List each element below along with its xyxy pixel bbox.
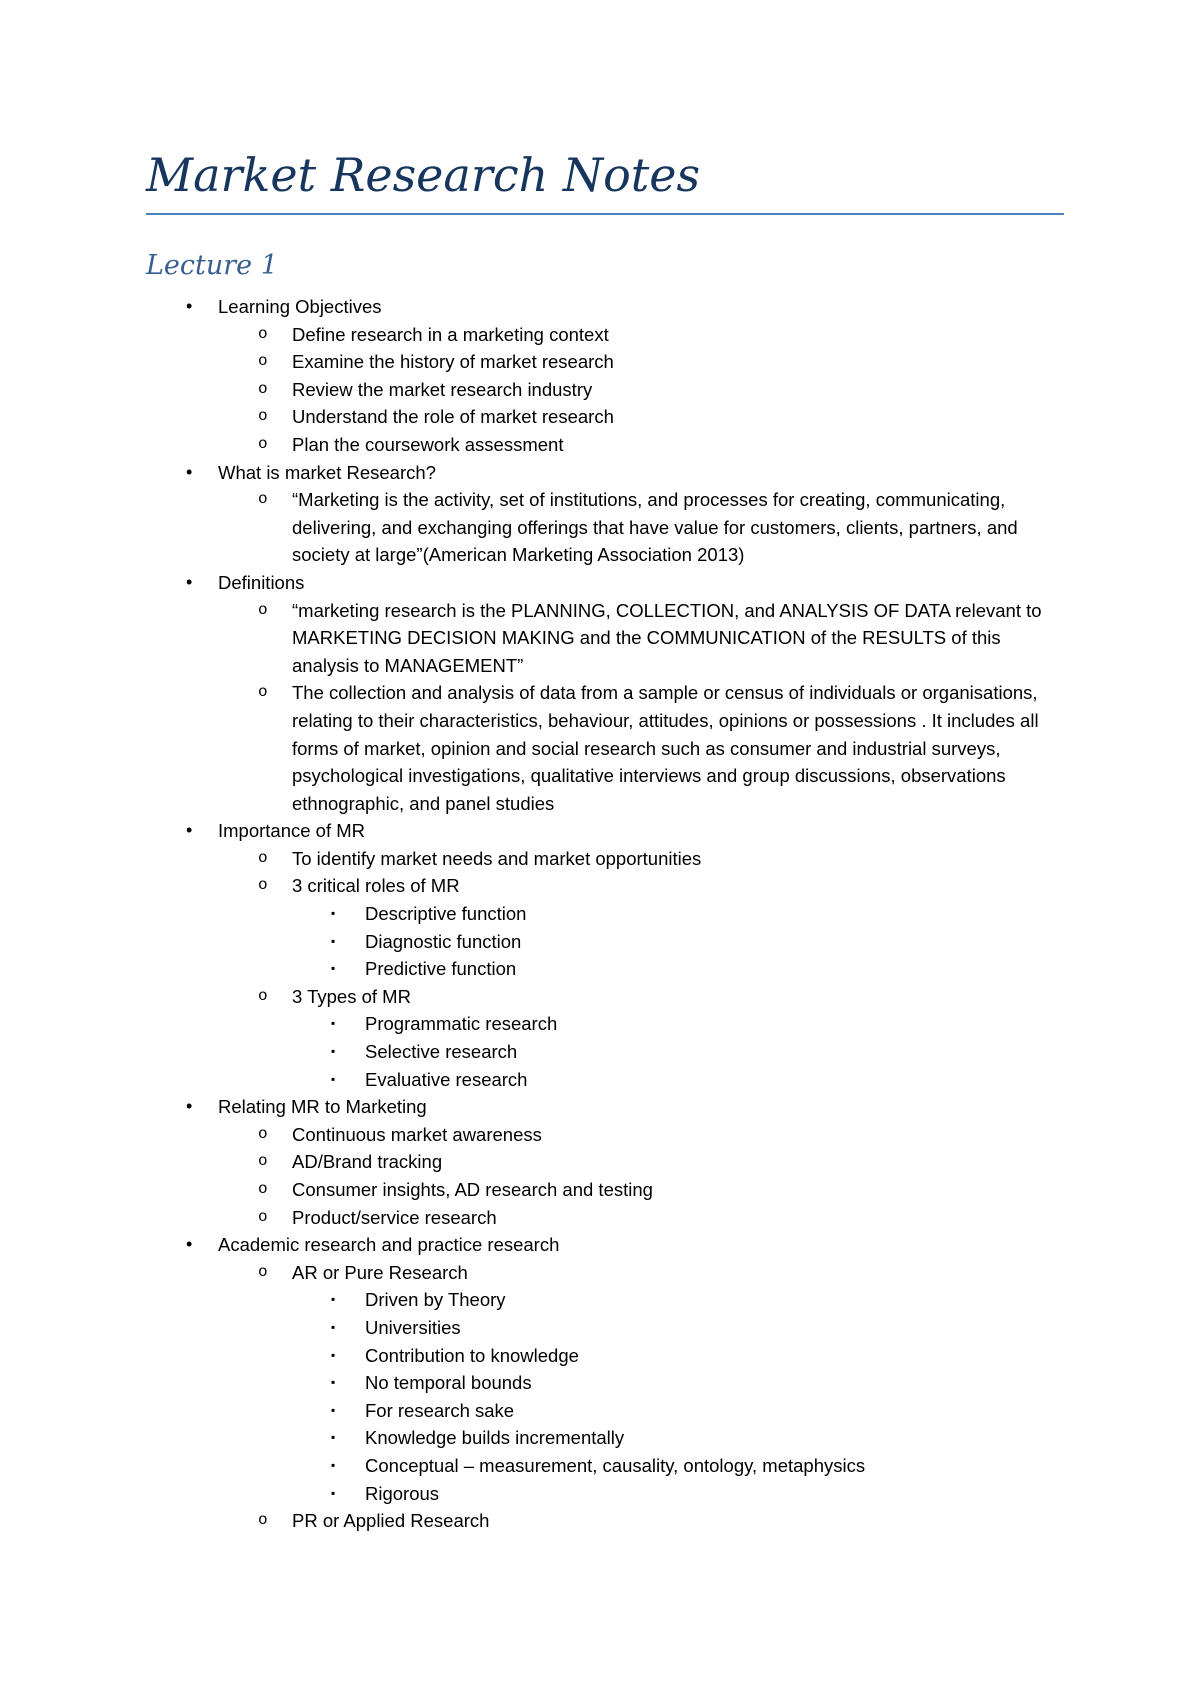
outline-item-level-2 xyxy=(0,1204,1068,1232)
outline-item-text: Knowledge builds incrementally xyxy=(365,1427,625,1449)
bullet-square-icon: ▪ xyxy=(331,1485,336,1500)
outline-item-level-2 xyxy=(0,679,1068,817)
outline-item-text: Diagnostic function xyxy=(365,930,522,952)
bullet-circle-icon: o xyxy=(258,1124,268,1143)
bullet-circle-icon: o xyxy=(258,1511,268,1530)
bullet-square-icon: ▪ xyxy=(331,1044,336,1059)
outline-item-text: Predictive function xyxy=(365,958,517,980)
outline-item-text: Review the market research industry xyxy=(292,378,593,400)
outline-item-level-2 xyxy=(0,597,1068,680)
bullet-circle-icon: o xyxy=(258,986,268,1005)
bullet-square-icon: ▪ xyxy=(331,1402,336,1417)
outline-item-level-1 xyxy=(0,1231,1068,1259)
lecture-notes-list xyxy=(0,293,1200,1535)
bullet-circle-icon: o xyxy=(258,600,268,619)
outline-item-text: Selective research xyxy=(365,1041,518,1063)
outline-item-level-2 xyxy=(0,403,1068,431)
outline-item-text: The collection and analysis of data from a sample or census of individuals or organisations, relating to their characteristics, behaviour, attitudes, opinions or possessions . It includes all forms of market, opinion and social research such as consumer and industrial surveys, psychological investigations, qualitative interviews and group discussions, observations ethnographic, and panel studies xyxy=(292,682,1039,814)
outline-item-level-2 xyxy=(0,348,1068,376)
outline-item-level-3 xyxy=(0,928,1068,956)
outline-item-text: Conceptual – measurement, causality, ontology, metaphysics xyxy=(365,1454,866,1476)
bullet-square-icon: ▪ xyxy=(331,1430,336,1445)
bullet-circle-icon: o xyxy=(258,324,268,343)
outline-item-level-3 xyxy=(0,1066,1068,1094)
outline-item-text: AR or Pure Research xyxy=(292,1261,468,1283)
bullet-disc-icon: • xyxy=(186,571,193,592)
outline-item-text: Examine the history of market research xyxy=(292,351,614,373)
bullet-circle-icon: o xyxy=(258,876,268,895)
outline-item-level-2 xyxy=(0,1507,1068,1535)
bullet-square-icon: ▪ xyxy=(331,1319,336,1334)
outline-item-level-2 xyxy=(0,872,1068,900)
outline-item-level-1 xyxy=(0,569,1068,597)
bullet-circle-icon: o xyxy=(258,434,268,453)
outline-item-text: Continuous market awareness xyxy=(292,1123,542,1145)
bullet-square-icon: ▪ xyxy=(331,1457,336,1472)
outline-item-level-3 xyxy=(0,1397,1068,1425)
bullet-disc-icon: • xyxy=(186,820,193,841)
outline-item-text: 3 Types of MR xyxy=(292,985,411,1007)
outline-item-text: No temporal bounds xyxy=(365,1372,532,1394)
outline-item-level-3 xyxy=(0,1314,1068,1342)
bullet-square-icon: ▪ xyxy=(331,1071,336,1086)
outline-item-text: Contribution to knowledge xyxy=(365,1344,579,1366)
outline-item-level-1 xyxy=(0,1093,1068,1121)
bullet-disc-icon: • xyxy=(186,461,193,482)
bullet-square-icon: ▪ xyxy=(331,1016,336,1031)
outline-item-text: Driven by Theory xyxy=(365,1289,506,1311)
outline-item-text: Descriptive function xyxy=(365,903,527,925)
outline-item-text: Importance of MR xyxy=(218,820,366,842)
outline-item-level-2 xyxy=(0,376,1068,404)
outline-item-text: Definitions xyxy=(218,571,305,593)
outline-item-level-3 xyxy=(0,1369,1068,1397)
outline-item-level-3 xyxy=(0,1038,1068,1066)
bullet-circle-icon: o xyxy=(258,407,268,426)
bullet-disc-icon: • xyxy=(186,1234,193,1255)
bullet-square-icon: ▪ xyxy=(331,1347,336,1362)
outline-item-text: Relating MR to Marketing xyxy=(218,1096,427,1118)
outline-item-text: Plan the coursework assessment xyxy=(292,433,564,455)
outline-item-level-2 xyxy=(0,1121,1068,1149)
outline-item-level-2 xyxy=(0,486,1068,569)
bullet-circle-icon: o xyxy=(258,1152,268,1171)
title-underline-rule xyxy=(146,213,1064,215)
bullet-circle-icon: o xyxy=(258,1207,268,1226)
outline-item-level-2 xyxy=(0,321,1068,349)
outline-item-level-3 xyxy=(0,1342,1068,1370)
outline-item-text: Universities xyxy=(365,1316,461,1338)
outline-item-text: What is market Research? xyxy=(218,461,436,483)
bullet-circle-icon: o xyxy=(258,1262,268,1281)
outline-item-text: For research sake xyxy=(365,1399,515,1421)
bullet-disc-icon: • xyxy=(186,296,193,316)
outline-item-level-1 xyxy=(0,459,1068,487)
outline-item-level-3 xyxy=(0,900,1068,928)
outline-item-level-1 xyxy=(0,817,1068,845)
outline-item-level-2 xyxy=(0,983,1068,1011)
outline-item-level-3 xyxy=(0,1452,1068,1480)
outline-item-level-3 xyxy=(0,1424,1068,1452)
bullet-circle-icon: o xyxy=(258,490,268,509)
outline-item-level-3 xyxy=(0,1286,1068,1314)
outline-item-text: 3 critical roles of MR xyxy=(292,875,460,897)
bullet-circle-icon: o xyxy=(258,1180,268,1198)
outline-item-text: Evaluative research xyxy=(365,1068,528,1090)
outline-item-level-1 xyxy=(0,293,1068,321)
outline-item-text: Product/service research xyxy=(292,1206,497,1228)
outline-item-text: Rigorous xyxy=(365,1482,440,1504)
bullet-circle-icon: o xyxy=(258,352,268,371)
outline-item-text: To identify market needs and market opportunities xyxy=(292,847,702,869)
outline-item-level-3 xyxy=(0,955,1068,983)
outline-item-text: “marketing research is the PLANNING, COLLECTION, and ANALYSIS OF DATA relevant to MARKETING DECISION MAKING and the COMMUNICATION of the RESULTS of this analysis to MANAGEMENT” xyxy=(292,599,1042,676)
outline-item-text: Programmatic research xyxy=(365,1013,558,1035)
outline-item-text: AD/Brand tracking xyxy=(292,1151,443,1173)
bullet-square-icon: ▪ xyxy=(331,933,336,948)
outline-item-text: Define research in a marketing context xyxy=(292,323,609,345)
document-title: Market Research Notes xyxy=(146,148,701,202)
outline-item-text: Understand the role of market research xyxy=(292,406,614,428)
bullet-circle-icon: o xyxy=(258,379,268,398)
bullet-square-icon: ▪ xyxy=(331,1375,336,1390)
lecture-heading: Lecture 1 xyxy=(146,250,278,281)
outline-item-text: PR or Applied Research xyxy=(292,1510,490,1532)
bullet-disc-icon: • xyxy=(186,1096,193,1117)
outline-item-level-2 xyxy=(0,1148,1068,1176)
bullet-square-icon: ▪ xyxy=(331,1292,336,1307)
outline-item-level-2 xyxy=(0,1259,1068,1287)
bullet-square-icon: ▪ xyxy=(331,961,336,976)
bullet-circle-icon: o xyxy=(258,683,268,702)
outline-item-text: “Marketing is the activity, set of institutions, and processes for creating, communicating, delivering, and exchanging offerings that have value for customers, clients, partners, and society at large”(American Marketing Association 2013) xyxy=(292,489,1018,566)
outline-item-level-2 xyxy=(0,431,1068,459)
bullet-circle-icon: o xyxy=(258,848,268,867)
outline-item-level-2 xyxy=(0,1176,1068,1204)
bullet-square-icon: ▪ xyxy=(331,906,336,921)
outline-item-level-3 xyxy=(0,1010,1068,1038)
outline-item-level-2 xyxy=(0,845,1068,873)
outline-item-text: Academic research and practice research xyxy=(218,1234,560,1256)
outline-item-level-3 xyxy=(0,1480,1068,1508)
outline-item-text: Learning Objectives xyxy=(218,296,382,317)
outline-item-text: Consumer insights, AD research and testing xyxy=(292,1179,653,1200)
